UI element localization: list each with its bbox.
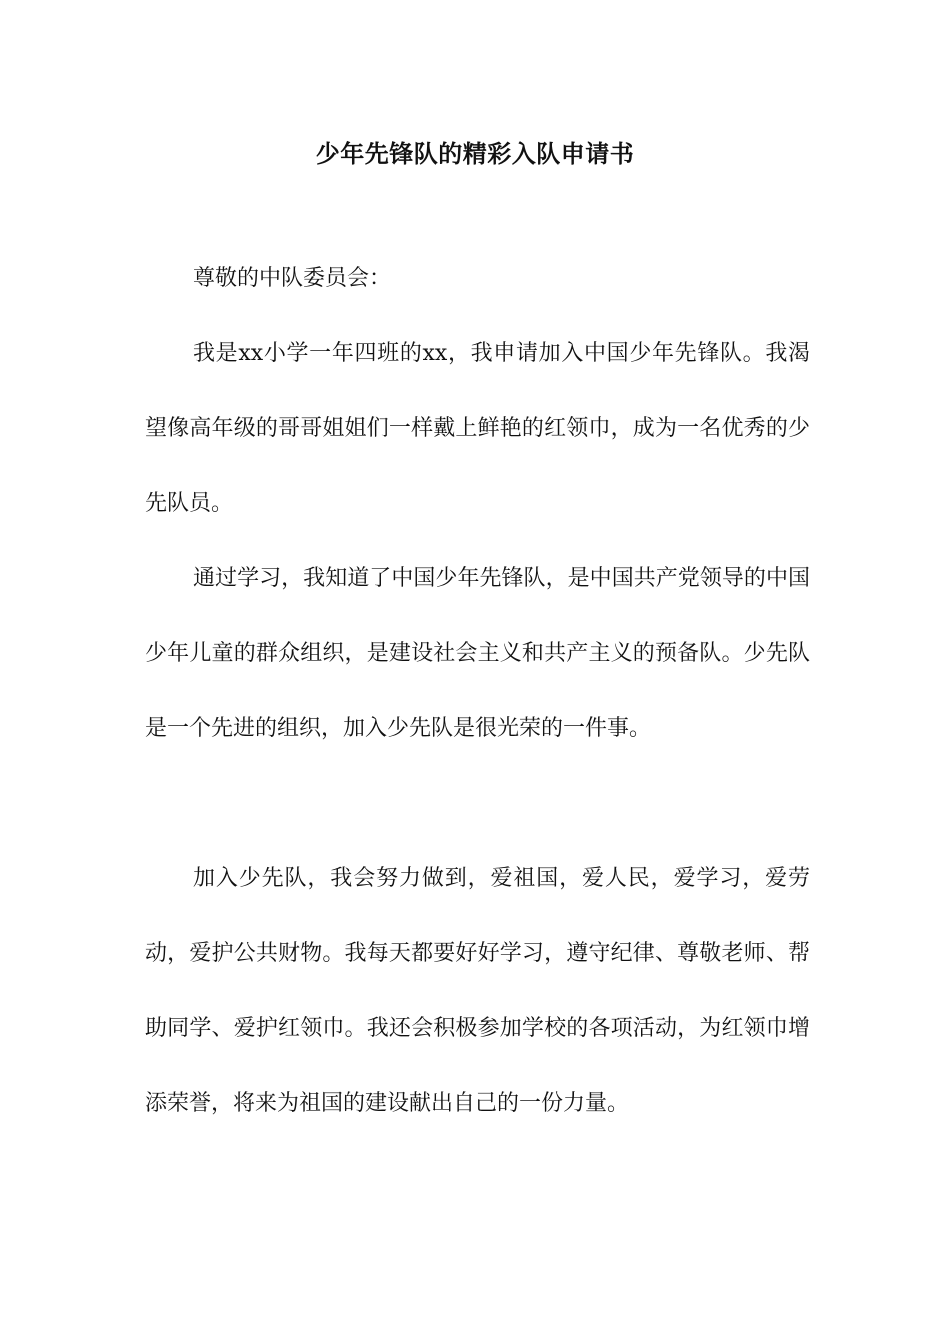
paragraph-3: 加入少先队，我会努力做到，爱祖国，爱人民，爱学习，爱劳动，爱护公共财物。我每天都要好好学习，遵守纪律、尊敬老师、帮助同学、爱护红领巾。我还会积极参加学校的各项活动，为红领巾增添荣誉，将来为祖国的建设献出自己的一份力量。 (145, 866, 810, 1116)
document-title: 少年先锋队的精彩入队申请书 (315, 139, 635, 168)
salutation: 尊敬的中队委员会： (193, 266, 392, 291)
paragraph-1: 我是xx小学一年四班的xx，我申请加入中国少年先锋队。我渴望像高年级的哥哥姐姐们一样戴上鲜艳的红领巾，成为一名优秀的少先队员。 (145, 341, 810, 516)
paragraph-2: 通过学习，我知道了中国少年先锋队，是中国共产党领导的中国少年儿童的群众组织，是建设社会主义和共产主义的预备队。少先队是一个先进的组织，加入少先队是很光荣的一件事。 (145, 566, 810, 741)
